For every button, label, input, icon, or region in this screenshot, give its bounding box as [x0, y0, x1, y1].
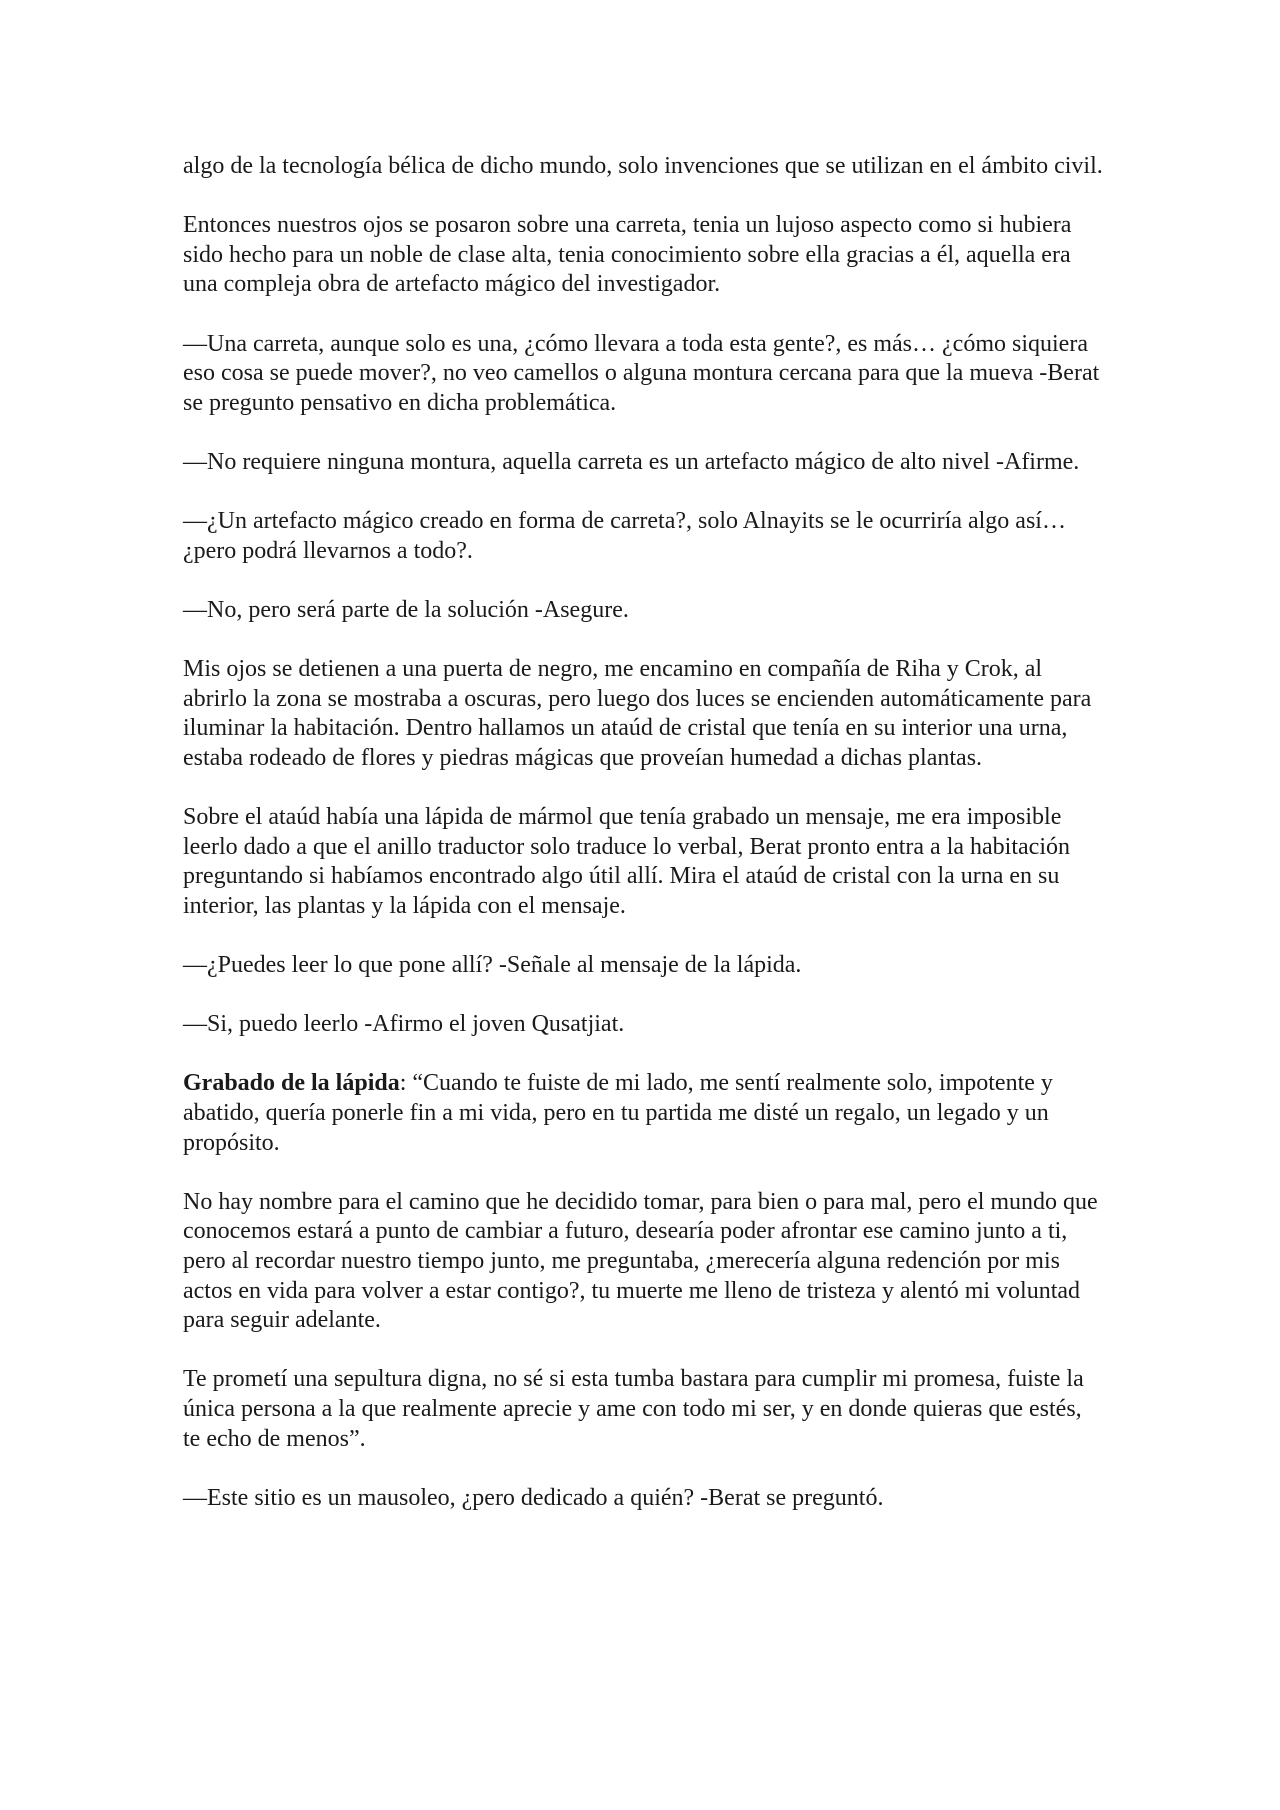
paragraph-6: —No, pero será parte de la solución -Asegure.	[183, 596, 629, 623]
paragraph-4: —No requiere ninguna montura, aquella carreta es un artefacto mágico de alto nivel -Afirme.	[183, 448, 1080, 475]
paragraph-13: Te prometí una sepultura digna, no sé si esta tumba bastara para cumplir mi promesa, fuiste la única persona a la que realmente aprecie y ame con todo mi ser, y en donde quieras que estés, te echo de menos”.	[183, 1366, 1084, 1452]
document-page	[183, 152, 1103, 1543]
inscription-text: : “Cuando te fuiste de mi lado, me sentí realmente solo, impotente y abatido, quería ponerle fin a mi vida, pero en tu partida me disté un regalo, un legado y un propósito.	[183, 1070, 1053, 1156]
inscription-label: Grabado de la lápida	[183, 1070, 400, 1097]
paragraph-2: Entonces nuestros ojos se posaron sobre una carreta, tenia un lujoso aspecto como si hubiera sido hecho para un noble de clase alta, tenia conocimiento sobre ella gracias a él, aquella era una compleja obra de artefacto mágico del investigador.	[183, 212, 1072, 298]
paragraph-12: No hay nombre para el camino que he decidido tomar, para bien o para mal, pero el mundo que conocemos estará a punto de cambiar a futuro, desearía poder afrontar ese camino junto a ti, pero al recordar nuestro tiempo junto, me preguntaba, ¿merecería alguna redención por mis actos en vida para volver a estar contigo?, tu muerte me lleno de tristeza y alentó mi voluntad para seguir adelante.	[183, 1188, 1098, 1334]
paragraph-5: —¿Un artefacto mágico creado en forma de carreta?, solo Alnayits se le ocurriría algo así… ¿pero podrá llevarnos a todo?.	[183, 508, 1066, 564]
paragraph-7: Mis ojos se detienen a una puerta de negro, me encamino en compañía de Riha y Crok, al abrirlo la zona se mostraba a oscuras, pero luego dos luces se encienden automáticamente para iluminar la habitación. Dentro hallamos un ataúd de cristal que tenía en su interior una urna, estaba rodeado de flores y piedras mágicas que proveían humedad a dichas plantas.	[183, 656, 1092, 771]
paragraph-3: —Una carreta, aunque solo es una, ¿cómo llevara a toda esta gente?, es más… ¿cómo siquiera eso cosa se puede mover?, no veo camellos o alguna montura cercana para que la mueva -Berat se pregunto pensativo en dicha problemática.	[183, 330, 1100, 416]
paragraph-14: —Este sitio es un mausoleo, ¿pero dedicado a quién? -Berat se preguntó.	[183, 1484, 884, 1511]
inscription-paragraph	[183, 1069, 1103, 1158]
paragraph-8: Sobre el ataúd había una lápida de mármol que tenía grabado un mensaje, me era imposible leerlo dado a que el anillo traductor solo traduce lo verbal, Berat pronto entra a la habitación preguntando si habíamos encontrado algo útil allí. Mira el ataúd de cristal con la urna en su interior, las plantas y la lápida con el mensaje.	[183, 804, 1070, 919]
paragraph-9: —¿Puedes leer lo que pone allí? -Señale al mensaje de la lápida.	[183, 952, 802, 979]
paragraph-10: —Si, puedo leerlo -Afirmo el joven Qusatjiat.	[183, 1011, 625, 1038]
paragraph-1: algo de la tecnología bélica de dicho mundo, solo invenciones que se utilizan en el ámbito civil.	[183, 153, 1103, 179]
